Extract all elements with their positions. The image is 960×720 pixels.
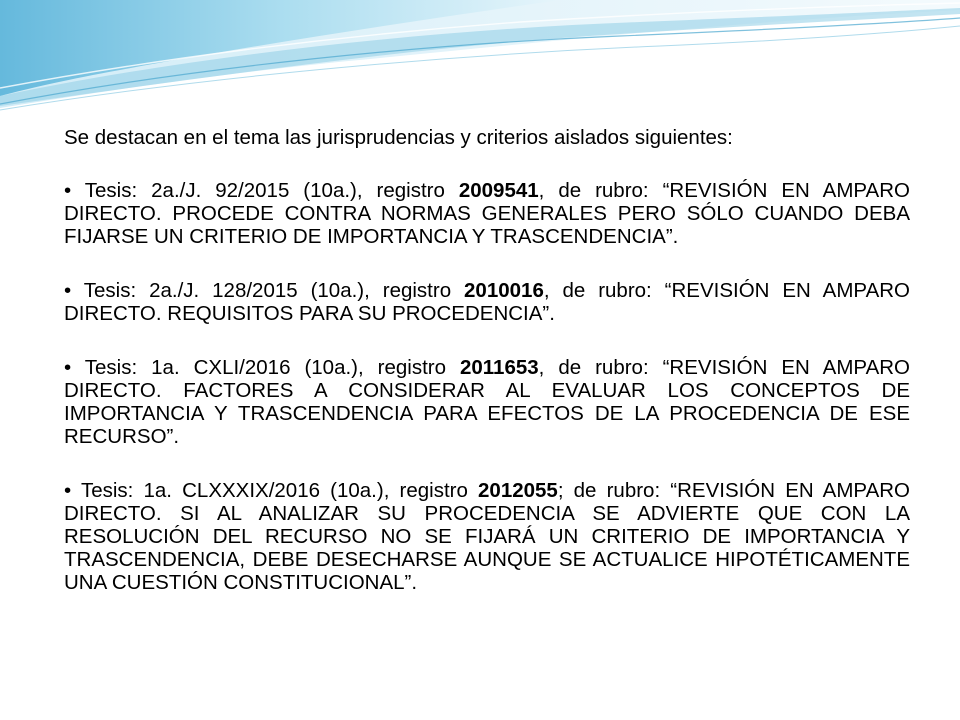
bullet: • <box>64 356 72 379</box>
list-item <box>64 179 910 248</box>
item-text-before: Tesis: 2a./J. 92/2015 (10a.), registro <box>84 179 459 202</box>
item-text-before: Tesis: 1a. CXLI/2016 (10a.), registro <box>84 356 460 379</box>
item-text-after: , de rubro: “REVISIÓN EN AMPARO DIRECTO. PROCEDE CONTRA NORMAS GENERALES PERO SÓLO CUANDO DEBA FIJARSE UN CRITERIO DE IMPORTANCIA Y TRASCENDENCIA”. <box>64 179 910 248</box>
registro-number: 2010016 <box>464 279 544 302</box>
bullet: • <box>64 479 72 502</box>
registro-number: 2012055 <box>478 479 558 502</box>
registro-number: 2011653 <box>459 356 539 379</box>
bullet: • <box>64 179 72 202</box>
item-text-after: , de rubro: “REVISIÓN EN AMPARO DIRECTO. FACTORES A CONSIDERAR AL EVALUAR LOS CONCEPTOS DE IMPORTANCIA Y TRASCENDENCIA PARA EFECTOS DE LA PROCEDENCIA DE ESE RECURSO”. <box>64 356 910 448</box>
item-text-after: , de rubro: “REVISIÓN EN AMPARO DIRECTO. REQUISITOS PARA SU PROCEDENCIA”. <box>64 279 910 325</box>
item-text-after: ; de rubro: “REVISIÓN EN AMPARO DIRECTO. SI AL ANALIZAR SU PROCEDENCIA SE ADVIERTE QUE CON LA RESOLUCIÓN DEL RECURSO NO SE FIJARÁ UN CRITERIO DE IMPORTANCIA Y TRASCENDENCIA, DEBE DESECHARSE AUNQUE SE ACTUALICE HIPOTÉTICAMENTE UNA CUESTIÓN CONSTITUCIONAL”. <box>64 479 910 594</box>
intro-text: Se destacan en el tema las jurisprudencias y criterios aislados siguientes: <box>64 126 733 149</box>
header-wave-decoration <box>0 0 960 130</box>
list-item <box>64 356 910 448</box>
item-text-before: Tesis: 1a. CLXXXIX/2016 (10a.), registro <box>80 479 479 502</box>
registro-number: 2009541 <box>458 179 539 202</box>
list-item <box>64 479 910 594</box>
main-content <box>64 126 910 625</box>
bullet: • <box>64 279 72 302</box>
list-item <box>64 279 910 325</box>
item-text-before: Tesis: 2a./J. 128/2015 (10a.), registro <box>83 279 465 302</box>
